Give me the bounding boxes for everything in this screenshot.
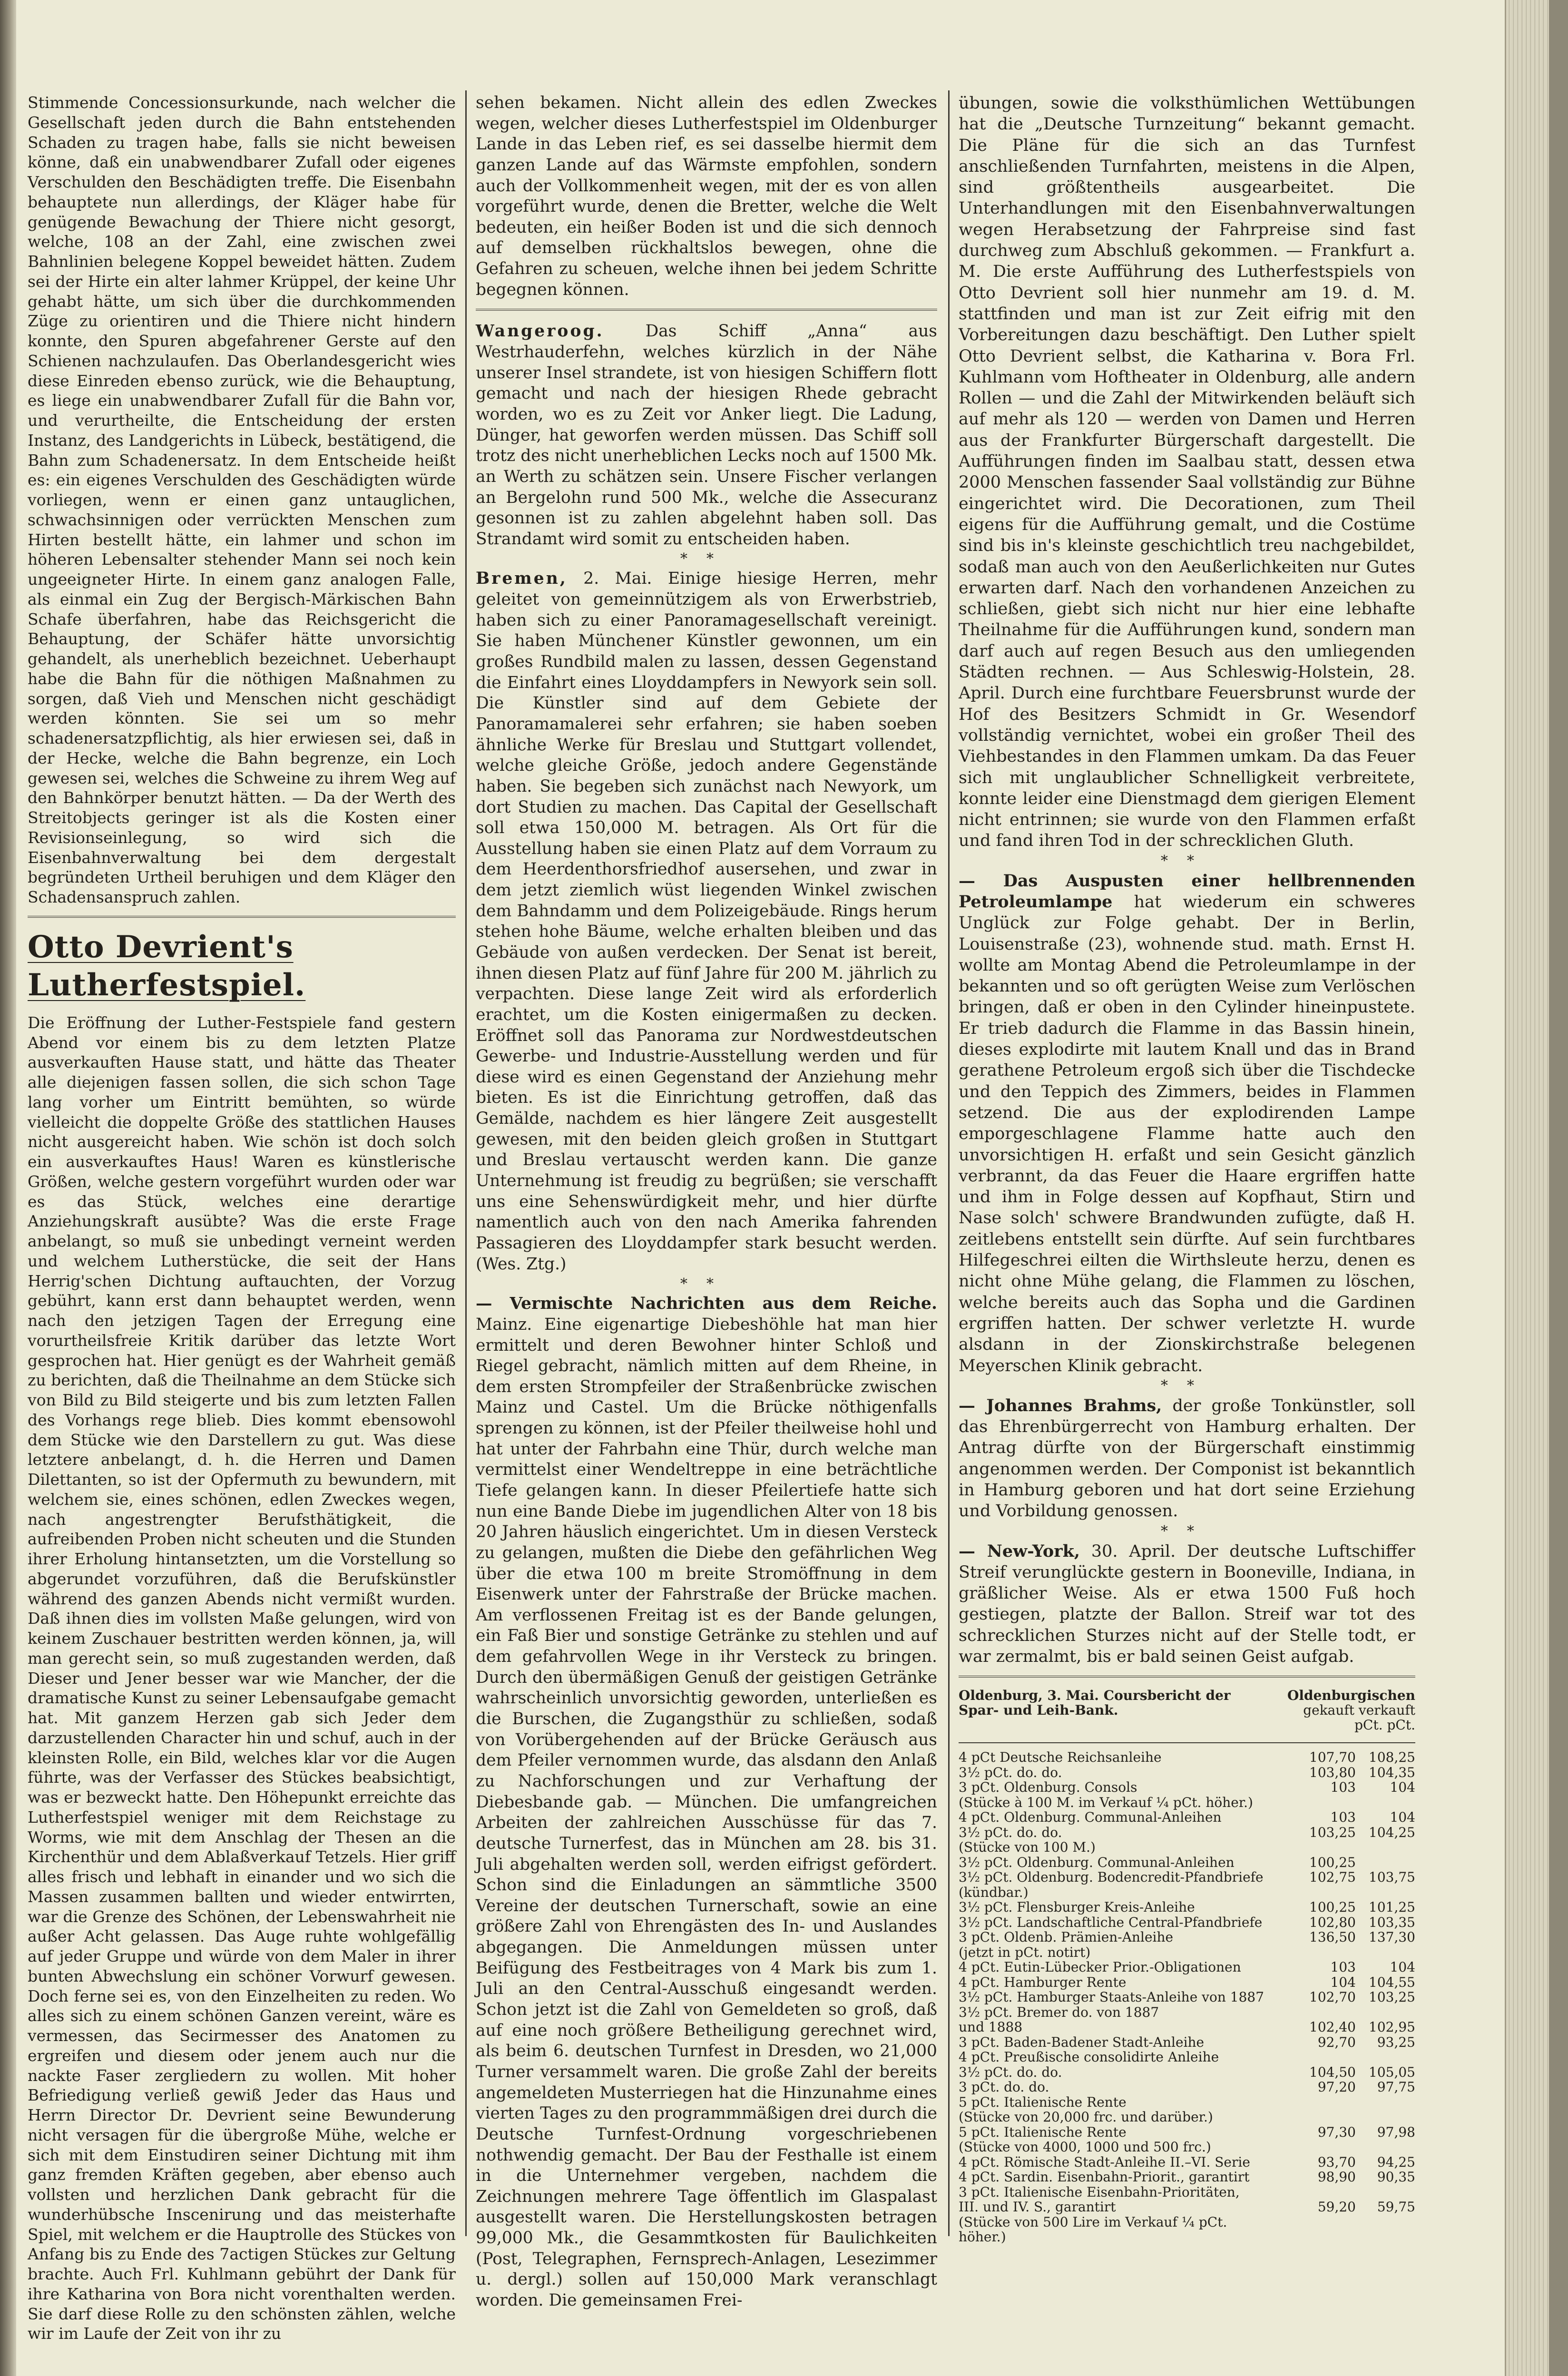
table-row bbox=[959, 2095, 1415, 2110]
ask-price: 94,25 bbox=[1377, 2154, 1415, 2170]
security-name: 3½ pCt. Bremer do. von 1887 bbox=[959, 2004, 1159, 2020]
table-row bbox=[959, 2065, 1415, 2080]
table-row bbox=[959, 2140, 1415, 2155]
news-reich bbox=[476, 1294, 937, 2311]
dateline-bremen-date: 2. Mai. bbox=[583, 569, 652, 589]
security-name: 3 pCt. Baden-Badener Stadt-Anleihe bbox=[959, 2034, 1205, 2050]
news-bremen bbox=[476, 569, 937, 1275]
bid-price: 92,70 bbox=[1317, 2034, 1356, 2050]
table-row bbox=[959, 1855, 1415, 1870]
table-row bbox=[959, 2155, 1415, 2170]
bid-price: 93,70 bbox=[1317, 2154, 1356, 2170]
security-name: 3 pCt. Italienische Eisenbahn-Prioritäten, bbox=[959, 2184, 1240, 2200]
table-row bbox=[959, 1810, 1415, 1825]
news-brahms-text: der große Tonkünstler, soll das Ehrenbürgerrecht von Hamburg erhalten. Der Antrag dürfte von der Bürgerschaft einstimmig angenommen werden. Der Componist ist bekanntlich in Hamburg geboren und hat dort seine Erziehung und Vorbildung genossen. bbox=[959, 1396, 1415, 1521]
table-row bbox=[959, 2110, 1415, 2125]
table-row bbox=[959, 1975, 1415, 1990]
security-name: 4 pCt Deutsche Reichsanleihe bbox=[959, 1749, 1162, 1766]
security-name: 3½ pCt. do. do. bbox=[959, 1764, 1062, 1780]
news-reich-continued: übungen, sowie die volksthümlichen Wettübungen hat die „Deutsche Turnzeitung“ bekannt gemacht. Die Pläne für die sich an das Turnfest anschließenden Turnfahrten, meistens in die Alpen, sind größtentheils ausgearbeitet. Die Unterhandlungen mit den Eisenbahnverwaltungen wegen Herabsetzung der Fahrpreise sind fast durchweg zum Abschluß gekommen. — Frankfurt a. M. Die erste Aufführung des Lutherfestspiels von Otto Devrient soll hier nunmehr am 19. d. M. stattfinden und man ist zur Zeit eifrig mit den Vorbereitungen dazu beschäftigt. Den Luther spielt Otto Devrient selbst, die Katharina v. Bora Frl. Kuhlmann vom Hoftheater in Oldenburg, alle andern Rollen — und die Zahl der Mitwirkenden beläuft sich auf mehr als 120 — werden von Damen und Herren aus der Frankfurter Bürgerschaft dargestellt. Die Aufführungen finden im Saalbau statt, dessen etwa 2000 Menschen fassender Saal vollständig zur Bühne eingerichtet wird. Die Decorationen, zum Theil eigens für die Aufführung gemalt, und die Costüme sind bis in's kleinste geschichtlich treu nachgebildet, sodaß man auch von den Aeußerlichkeiten nur Gutes erwarten darf. Nach den vorhandenen Anzeichen zu schließen, giebt sich nicht nur hier eine lebhafte Theilnahme für die Aufführungen kund, sondern man darf auch auf regen Besuch aus den umliegenden Städten rechnen. — Aus Schleswig-Holstein, 28. April. Durch eine furchtbare Feuersbrunst wurde der Hof des Besitzers Schmidt in Gr. Wesendorf vollständig vernichtet, wobei ein großer Theil des Viehbestandes in den Flammen umkam. Da das Feuer sich mit unglaublicher Schnelligkeit verbreitete, konnte leider eine Dienstmagd dem gierigen Element nicht entrinnen; sie wurde von den Flammen erfaßt und fand ihren Tod in der schrecklichen Gluth. bbox=[959, 94, 1415, 851]
bid-price: 59,20 bbox=[1317, 2199, 1356, 2215]
bid-price: 102,80 bbox=[1309, 1914, 1356, 1930]
table-row bbox=[959, 2125, 1415, 2140]
security-name: III. und IV. S., garantirt bbox=[959, 2199, 1116, 2215]
divider bbox=[28, 916, 456, 918]
separator-stars: ** bbox=[1161, 1522, 1213, 1540]
bid-price: 98,90 bbox=[1317, 2169, 1356, 2185]
news-wangeroog bbox=[476, 321, 937, 550]
ask-price: 137,30 bbox=[1369, 1929, 1415, 1945]
article-lutherfestspiel-continued: sehen bekamen. Nicht allein des edlen Zweckes wegen, welcher dieses Lutherfestspiel im Oldenburger Lande in das Leben rief, es sei dasselbe hiermit dem ganzen Lande auf das Wärmste empfohlen, sondern auch der Vollkommenheit wegen, mit der es von allen vorgeführt wurde, denen die Bretter, welche die Welt bedeuten, ein heißer Boden ist und die sich dennoch auf demselben rückhaltslos bewegen, ohne die Gefahren zu scheuen, welche ihnen bei jedem Schritte begegnen können. bbox=[476, 93, 937, 299]
separator-stars: ** bbox=[680, 1276, 733, 1293]
ask-price: 104 bbox=[1390, 1779, 1415, 1796]
security-name: 3 pCt. Oldenburg. Consols bbox=[959, 1779, 1137, 1796]
course-header-oldenburg: Oldenburgischen bbox=[1287, 1688, 1415, 1704]
article-lutherfestspiel-body: Die Eröffnung der Luther-Festspiele fand gestern Abend vor einem bis zu dem letzten Platze ausverkauften Hause statt, und hätte das Theater alle diejenigen fassen sollen, die sich schon Tage lang vorher um Eintritt bemühten, so würde vielleicht die doppelte Größe des stattlichen Hauses nicht ausgereicht haben. Wie schön ist doch solch ein ausverkauftes Haus! Waren es künstlerische Größen, welche gestern vorgeführt wurden oder war es das Stück, welches eine derartige Anziehungskraft ausübte? Was die erste Frage anbelangt, so muß sie unbedingt verneint werden und welchem Lutherstücke, die seit der Hans Herrig'schen Dichtung auftauchten, der Vorzug gebührt, kann erst dann behauptet werden, wenn nach den jetzigen Tagen der Erregung eine vorurtheilsfreie Kritik darüber das letzte Wort gesprochen hat. Hier genügt es der Wahrheit gemäß zu berichten, daß die Theilnahme an dem Stücke sich von Bild zu Bild steigerte und bis zum letzten Fallen des Vorhangs rege blieb. Dies kommt ebensowohl dem Stücke wie den Darstellern zu gut. Was diese letztere anbelangt, d. h. die Herren und Damen Dilettanten, so ist der Opfermuth zu bewundern, mit welchem sie, eines schönen, edlen Zweckes wegen, nach angestrengter Berufsthätigkeit, die aufreibenden Proben nicht scheuten und die Stunden ihrer Erholung hintansetzten, um die Vorstellung so abgerundet vorzuführen, daß die Berufskünstler während des ganzen Abends nicht vermißt wurden. Daß ihnen dies im vollsten Maße gelungen, wird von keinem Zuschauer bestritten werden können, ja, will man gerecht sein, so muß zugestanden werden, daß Dieser und Jener besser war wie Mancher, der die dramatische Kunst zu seiner Lebensaufgabe gemacht hat. Mit ganzem Herzen gab sich Jeder dem darzustellenden Character hin und schuf, auch in der kleinsten Rolle, ein Bild, welches klar vor die Augen führte, was der Verfasser des Stückes beabsichtigt, was er bezweckt hatte. Den Höhepunkt erreichte das Lutherfestspiel weniger mit dem Reichstage zu Worms, wie mit dem Anschlag der Thesen an die Kirchenthür und dem Ablaßverkauf Tetzels. Hier griff alles frisch und lebhaft in einander und wo sich die Massen zusammen ballten und wieder entwirrten, war die Grenze des Schönen, der Lebenswahrheit nie außer Acht gelassen. Das Auge ruhte wohlgefällig auf jeder Gruppe und würde von dem Maler in ihrer bunten Abwechslung ein schöner Vorwurf gewesen. Doch ferne sei es, von den Einzelheiten zu reden. Wo alles sich zu einem schönen Ganzen vereint, wäre es vermessen, das Secirmesser des Anatomen zu ergreifen und diesem oder jenem auch nur die nackte Faser zergliedern zu wollen. Mit hoher Befriedigung verließ gewiß Jeder das Haus und Herrn Director Dr. Devrient seine Bewunderung nicht versagen für die übergroße Mühe, welche er sich mit dem Einstudiren seiner Dichtung mit ihm ganz fremden Kräften gegeben, aber ebenso auch vollsten und herzlichen Dank gebracht für die wunderhübsche Inscenirung und das meisterhafte Spiel, mit welchem er die Hauptrolle des Stückes von Anfang bis zu Ende des 7actigen Stückes zur Geltung brachte. Auch Frl. Kuhlmann gebührt der Dank für ihre Katharina von Bora nicht vorenthalten werden. Sie darf diese Rolle zu den schönsten zählen, welche wir im Laufe der Zeit von ihr zu bbox=[28, 1013, 456, 2343]
security-name: 4 pCt. Oldenburg. Communal-Anleihen bbox=[959, 1809, 1222, 1826]
ask-price: 104,35 bbox=[1369, 1764, 1415, 1780]
ask-price: 103,75 bbox=[1369, 1869, 1415, 1885]
security-name: (kündbar.) bbox=[959, 1884, 1029, 1900]
table-row bbox=[959, 1780, 1415, 1795]
column-rule-2 bbox=[948, 90, 950, 2236]
bid-price: 102,40 bbox=[1309, 2019, 1356, 2035]
security-name: 4 pCt. Römische Stadt-Anleihe II.–VI. Serie bbox=[959, 2154, 1250, 2170]
security-name: 3½ pCt. Oldenburg. Bodencredit-Pfandbriefe bbox=[959, 1869, 1264, 1885]
table-row bbox=[959, 1765, 1415, 1780]
bid-price: 102,70 bbox=[1309, 1989, 1356, 2005]
column-1 bbox=[28, 93, 456, 2344]
security-name: und 1888 bbox=[959, 2019, 1023, 2035]
news-brahms bbox=[959, 1395, 1415, 1522]
table-row bbox=[959, 1795, 1415, 1810]
security-name: 4 pCt. Eutin-Lübecker Prior.-Obligationen bbox=[959, 1959, 1241, 1975]
security-name: (Stücke von 100 M.) bbox=[959, 1839, 1096, 1856]
security-name: 3½ pCt. Landschaftliche Central-Pfandbriefe bbox=[959, 1914, 1263, 1930]
table-row bbox=[959, 2050, 1415, 2065]
ask-price: 108,25 bbox=[1369, 1749, 1415, 1766]
bid-price: 100,25 bbox=[1309, 1899, 1356, 1915]
security-name: 5 pCt. Italienische Rente bbox=[959, 2124, 1127, 2140]
security-name: (Stücke à 100 M. im Verkauf ¼ pCt. höher.) bbox=[959, 1794, 1253, 1810]
news-bremen-text: Einige hiesige Herren, mehr geleitet von gemeinnützigem als von Erwerbstrieb, haben sich zu einer Panoramagesellschaft vereinigt. Sie haben Münchener Künstler gewonnen, um ein großes Rundbild malen zu lassen, dessen Gegenstand die Einfahrt eines Lloyddampfers in Newyork sein soll. Die Künstler sind auf dem Gebiete der Panoramamalerei sehr erfahren; sie haben soeben ähnliche Werke für Breslau und Stuttgart vollendet, welche gleiche Größe, jedoch andere Gegenstände haben. Sie begeben sich zunächst nach Newyork, um dort Studien zu machen. Das Capital der Gesellschaft soll etwa 150,000 M. betragen. Als Ort für die Ausstellung haben sie einen Platz auf dem Vorraum zu dem Heerdenthorsfriedhof ausersehen, und zwar in dem jetzt ziemlich wüst liegenden Winkel zwischen dem Bahndamm und dem Polizeigebäude. Rings herum stehen hohe Bäume, welche erhalten bleiben und das Gebäude von außen verdecken. Der Senat ist bereit, ihnen diesen Platz auf fünf Jahre für 200 M. jährlich zu verpachten. Diese lange Zeit wird als erforderlich erachtet, um die Kosten einigermaßen zu decken. Eröffnet soll das Panorama zur Nordwestdeutschen Gewerbe- und Industrie-Ausstellung werden und für diese wird es einen Gegenstand der Anziehung mehr bieten. Es ist die Einrichtung getroffen, daß das Gemälde, nachdem es hier längere Zeit ausgestellt gewesen, mit den beiden gleich großen in Stuttgart und Breslau vertauscht werden kann. Die ganze Unternehmung ist freudig zu begrüßen; sie verschafft uns eine Sehenswürdigkeit mehr, und hier dürfte namentlich auch von den nach Amerika fahrenden Passagieren des Lloyddampfer stark besucht werden. bbox=[476, 569, 937, 1253]
table-row bbox=[959, 1960, 1415, 1975]
dateline-bremen: Bremen, bbox=[476, 569, 568, 589]
security-name: höher.) bbox=[959, 2229, 1006, 2245]
article-railway-continued: Stimmende Concessionsurkunde, nach welcher die Gesellschaft jeden durch die Bahn entstehenden Schaden zu tragen habe, falls sie nicht beweisen könne, daß ein unabwendbarer Zufall oder eigenes Verschulden den Beschädigten treffe. Die Eisenbahn behauptete nun allerdings, der Kläger habe für genügende Bewachung der Thiere nicht gesorgt, welche, 108 an der Zahl, eine zwischen zwei Bahnlinien belegene Koppel beweidet hätten. Zudem sei der Hirte ein alter lahmer Krüppel, der keine Uhr gehabt hätte, um sich über die durchkommenden Züge zu orientiren und die Thiere nicht hindern konnte, den Spuren abgefahrener Gerste auf den Schienen nachzulaufen. Das Oberlandesgericht wies diese Einreden ebenso zurück, wie die Behauptung, es liege ein unabwendbarer Zufall für die Bahn vor, und verurtheilte, die Entscheidung der ersten Instanz, des Landgerichts in Lübeck, bestätigend, die Bahn zum Schadenersatz. In dem Entscheide heißt es: ein eigenes Verschulden des Geschädigten würde vorliegen, wenn er einen ganz untauglichen, schwachsinnigen oder verrückten Menschen zum Hirten bestellt hätte, ein lahmer und schon im höheren Lebensalter stehender Mann sei noch kein ungeeigneter Hirte. In einem ganz analogen Falle, als einmal ein Zug der Bergisch-Märkischen Bahn Schafe überfahren, habe das Reichsgericht die Behauptung, der Schäfer hätte unvorsichtig gehandelt, als unerheblich bezeichnet. Ueberhaupt habe die Bahn für die nöthigen Maßnahmen zu sorgen, daß Vieh und Menschen nicht geschädigt werden könnten. Sie sei um so mehr schadenersatzpflichtig, als hier erwiesen sei, daß in der Hecke, welche die Bahn begrenze, ein Loch gewesen sei, welches die Schweine zu ihrem Weg auf den Bahnkörper benutzt hätten. — Da der Werth des Streitobjects geringer ist als die Kosten einer Revisionseinlegung, so wird sich die Eisenbahnverwaltung bei dem dergestalt begründeten Urtheil beruhigen und dem Kläger den Schadensanspruch zahlen. bbox=[28, 93, 456, 906]
bid-price: 107,70 bbox=[1309, 1749, 1356, 1766]
table-row bbox=[959, 1870, 1415, 1885]
table-row bbox=[959, 2035, 1415, 2050]
news-petroleumlampe-text: hat wiederum ein schweres Unglück zur Folge gehabt. Der in Berlin, Louisenstraße (23), wohnende stud. math. Ernst H. wollte am Montag Abend die Petroleumlampe in der bekannten und so oft gerügten Weise zum Verlöschen bringen, daß er oben in den Cylinder hineinpustete. Er trieb dadurch die Flamme in das Bassin hinein, dieses explodirte mit lautem Knall und das in Brand gerathene Petroleum ergoß sich über die Tischdecke und den Teppich des Zimmers, beides in Flammen setzend. Die aus der explodirenden Lampe emporgeschlagene Flamme hatte auch den unvorsichtigen H. erfaßt und sein Gesicht gänzlich verbrannt, da das Feuer die Haare ergriffen hatte und ihm in Folge dessen auf Kopfhaut, Stirn und Nase solch' schwere Brandwunden zufügte, daß H. zeitlebens entstellt sein dürfte. Auf sein furchtbares Hilfegeschrei eilten die Wirthsleute herzu, denen es nicht ohne Mühe gelang, die Flammen zu löschen, welche bereits auch das Sopha und die Gardinen ergriffen hatten. Der schwer verletzte H. wurde alsdann in der Zionskirchstraße belegenen Meyerschen Klinik gebracht. bbox=[959, 892, 1415, 1375]
separator-stars: ** bbox=[680, 550, 733, 568]
table-row bbox=[959, 1825, 1415, 1840]
bid-price: 136,50 bbox=[1309, 1929, 1356, 1945]
news-wangeroog-text: Das Schiff „Anna“ aus Westrhauderfehn, welches kürzlich in der Nähe unserer Insel strandete, ist von hiesigen Schiffern flott gemacht und nach der hiesigen Rhede gebracht worden, wo es zu Zeit vor Anker liegt. Die Ladung, Dünger, hat geworfen werden müssen. Das Schiff soll trotz des nicht unerheblichen Lecks noch auf 1500 Mk. an Werth zu schätzen sein. Unsere Fischer verlangen an Bergelohn rund 500 Mk., welche die Assecuranz gesonnen ist zu zahlen abgelehnt haben soll. Das Strandamt wird somit zu entscheiden haben. bbox=[476, 322, 938, 549]
security-name: 3 pCt. Oldenb. Prämien-Anleihe bbox=[959, 1929, 1174, 1945]
divider bbox=[476, 309, 937, 311]
ask-price: 103,35 bbox=[1369, 1914, 1415, 1930]
heading-newyork: — New-York, bbox=[959, 1541, 1080, 1561]
news-reich-text: Mainz. Eine eigenartige Diebeshöhle hat man hier ermittelt und deren Bewohner hinter Schloß und Riegel gebracht, nämlich mitten auf dem Rheine, in dem ersten Strompfeiler der Straßenbrücke zwischen Mainz und Castel. Um die Brücke nöthigenfalls sprengen zu können, ist der Pfeiler theilweise hohl und hat unter der Fahrbahn eine Thür, durch welche man vermittelst einer Wendeltreppe in eine beträchtliche Tiefe gelangen kann. In dieser Pfeilertiefe hatte sich nun eine Bande Diebe im jugendlichen Alter von 18 bis 20 Jahren häuslich eingerichtet. Um in diesen Versteck zu gelangen, mußten die Diebe den gefährlichen Weg über die etwa 100 m breite Stromöffnung in dem Eisenwerk unter der Fahrstraße der Brücke machen. Am verflossenen Freitag ist es der Bande gelungen, ein Faß Bier und sonstige Getränke zu stehlen und auf dem gefahrvollen Wege in ihr Versteck zu bringen. Durch den übermäßigen Genuß der geistigen Getränke wahrscheinlich unvorsichtig geworden, unterließen es die Burschen, die Zugangsthür zu schließen, sodaß von Vorübergehenden auf der Brücke Geräusch aus dem Pfeiler vernommen wurde, das alsdann den Anlaß zu Nachforschungen und zur Verhaftung der Diebesbande gab. — München. Die umfangreichen Arbeiten der zahlreichen Ausschüsse für das 7. deutsche Turnerfest, das in München am 28. bis 31. Juli abgehalten werden soll, werden eifrigst gefördert. Schon sind die Einladungen an sämmtliche 3500 Vereine der deutschen Turnerschaft, sowie an eine größere Zahl von Ehrengästen des In- und Auslandes abgegangen. Die Anmeldungen müssen unter Beifügung des Festbeitrages von 4 Mark bis zum 1. Juli an den Central-Ausschuß eingesandt werden. Schon jetzt ist die Zahl von Gemeldeten so groß, daß auf eine noch größere Betheiligung gerechnet wird, als beim 6. deutschen Turnfest in Dresden, wo 21,000 Turner versammelt waren. Die große Zahl der bereits angemeldeten Musterriegen hat die Hinzunahme eines vierten Tages zu den programmmäßigen drei durch die Deutsche Turnfest-Ordnung vorgeschriebenen nothwendig gemacht. Der Bau der Festhalle ist einem in die Unternehmer vergeben, nachdem die Zeichnungen mehrere Tage öffentlich im Glaspalast ausgestellt waren. Die Herstellungskosten betragen 99,000 Mk., die Gesammtkosten für Baulichkeiten (Post, Telegraphen, Fernsprech-Anlagen, Lesezimmer u. dergl.) sollen auf 150,000 Mark veranschlagt worden. Die gemeinsamen Frei- bbox=[476, 1315, 937, 2310]
security-name: 5 pCt. Italienische Rente bbox=[959, 2094, 1127, 2110]
security-name: 3½ pCt. do. do. bbox=[959, 1824, 1062, 1840]
security-name: 4 pCt. Preußische consolidirte Anleihe bbox=[959, 2049, 1219, 2065]
column-3 bbox=[959, 93, 1415, 2245]
table-row bbox=[959, 2215, 1415, 2230]
bid-price: 97,20 bbox=[1317, 2079, 1356, 2095]
ask-price: 59,75 bbox=[1377, 2199, 1415, 2215]
bid-price: 103 bbox=[1330, 1959, 1356, 1975]
source-note: (Wes. Ztg.) bbox=[476, 1254, 567, 1274]
column-2 bbox=[476, 93, 937, 2311]
dateline-wangeroog: Wangeroog. bbox=[476, 322, 604, 341]
security-name: 4 pCt. Hamburger Rente bbox=[959, 1974, 1127, 1990]
security-name: (Stücke von 500 Lire im Verkauf ¼ pCt. bbox=[959, 2214, 1227, 2230]
book-binding-edge bbox=[0, 0, 16, 2376]
table-row bbox=[959, 1945, 1415, 1960]
course-rows bbox=[959, 1750, 1415, 2245]
ask-price: 102,95 bbox=[1369, 2019, 1415, 2035]
security-name: 3½ pCt. Hamburger Staats-Anleihe von 1887 bbox=[959, 1989, 1264, 2005]
news-petroleumlampe bbox=[959, 871, 1415, 1376]
table-row bbox=[959, 1750, 1415, 1765]
ask-price: 101,25 bbox=[1369, 1899, 1415, 1915]
course-header-bank: Spar- und Leih-Bank. bbox=[959, 1702, 1118, 1718]
table-row bbox=[959, 1840, 1415, 1855]
table-row bbox=[959, 1900, 1415, 1915]
table-row bbox=[959, 2199, 1415, 2215]
security-name: (jetzt in pCt. notirt) bbox=[959, 1944, 1091, 1960]
news-newyork-text: 30. April. Der deutsche Luftschiffer Streif verunglückte gestern in Booneville, Indiana, in gräßlicher Weise. Als er etwa 1500 Fuß hoch gestiegen, platzte der Ballon. Streif war tot des schrecklichen Sturzes nicht auf der Stelle todt, er war zermalmt, bis er bald seinen Geist aufgab. bbox=[959, 1541, 1415, 1667]
column-rule-1 bbox=[465, 90, 467, 2236]
security-name: 3½ pCt. do. do. bbox=[959, 2064, 1062, 2080]
table-row bbox=[959, 1990, 1415, 2005]
table-row bbox=[959, 2229, 1415, 2245]
divider bbox=[959, 1676, 1415, 1678]
table-row bbox=[959, 2080, 1415, 2095]
divider bbox=[959, 1742, 1415, 1743]
table-row bbox=[959, 1915, 1415, 1930]
table-row bbox=[959, 2020, 1415, 2035]
bid-price: 103 bbox=[1330, 1809, 1356, 1826]
bid-price: 103 bbox=[1330, 1779, 1356, 1796]
table-row bbox=[959, 2005, 1415, 2020]
table-row bbox=[959, 2170, 1415, 2185]
bid-price: 103,25 bbox=[1309, 1824, 1356, 1840]
table-row bbox=[959, 1885, 1415, 1900]
course-report-header bbox=[959, 1688, 1415, 1736]
ask-price: 104 bbox=[1390, 1809, 1415, 1826]
ask-price: 93,25 bbox=[1377, 2034, 1415, 2050]
course-report-table bbox=[959, 1688, 1415, 2245]
separator-stars: ** bbox=[1161, 1377, 1213, 1394]
security-name: 3½ pCt. Oldenburg. Communal-Anleihen bbox=[959, 1854, 1235, 1870]
ask-price: 90,35 bbox=[1377, 2169, 1415, 2185]
bid-price: 97,30 bbox=[1317, 2124, 1356, 2140]
ask-price: 97,98 bbox=[1377, 2124, 1415, 2140]
ask-price: 104,55 bbox=[1369, 1974, 1415, 1990]
heading-brahms: — Johannes Brahms, bbox=[959, 1395, 1162, 1415]
security-name: 4 pCt. Sardin. Eisenbahn-Priorit., garantirt bbox=[959, 2169, 1250, 2185]
course-header-title: Oldenburg, 3. Mai. Coursbericht der bbox=[959, 1688, 1231, 1704]
separator-stars: ** bbox=[1161, 852, 1213, 869]
heading-vermischte-nachrichten: — Vermischte Nachrichten aus dem Reiche. bbox=[476, 1294, 937, 1314]
ask-price: 104 bbox=[1390, 1959, 1415, 1975]
course-header-units: pCt. pCt. bbox=[1354, 1717, 1415, 1733]
security-name: 3½ pCt. Flensburger Kreis-Anleihe bbox=[959, 1899, 1195, 1915]
page-edges bbox=[1505, 0, 1568, 2376]
security-name: 3 pCt. do. do. bbox=[959, 2079, 1049, 2095]
heading-petroleumlampe: — Das Auspusten einer hellbrennenden Petroleumlampe bbox=[959, 871, 1415, 912]
table-row bbox=[959, 1930, 1415, 1945]
security-name: (Stücke von 20,000 frc. und darüber.) bbox=[959, 2109, 1213, 2125]
ask-price: 104,25 bbox=[1369, 1824, 1415, 1840]
security-name: (Stücke von 4000, 1000 und 500 frc.) bbox=[959, 2139, 1211, 2155]
ask-price: 97,75 bbox=[1377, 2079, 1415, 2095]
bid-price: 103,80 bbox=[1309, 1764, 1356, 1780]
course-header-columns: gekauft verkauft bbox=[1303, 1702, 1415, 1718]
article-heading-lutherfestspiel: Otto Devrient's Lutherfestspiel. bbox=[28, 929, 306, 1003]
bid-price: 104 bbox=[1330, 1974, 1356, 1990]
ask-price: 105,05 bbox=[1369, 2064, 1415, 2080]
table-row bbox=[959, 2185, 1415, 2200]
bid-price: 102,75 bbox=[1309, 1869, 1356, 1885]
bid-price: 100,25 bbox=[1309, 1854, 1356, 1870]
ask-price: 103,25 bbox=[1369, 1989, 1415, 2005]
bid-price: 104,50 bbox=[1309, 2064, 1356, 2080]
news-newyork bbox=[959, 1541, 1415, 1668]
